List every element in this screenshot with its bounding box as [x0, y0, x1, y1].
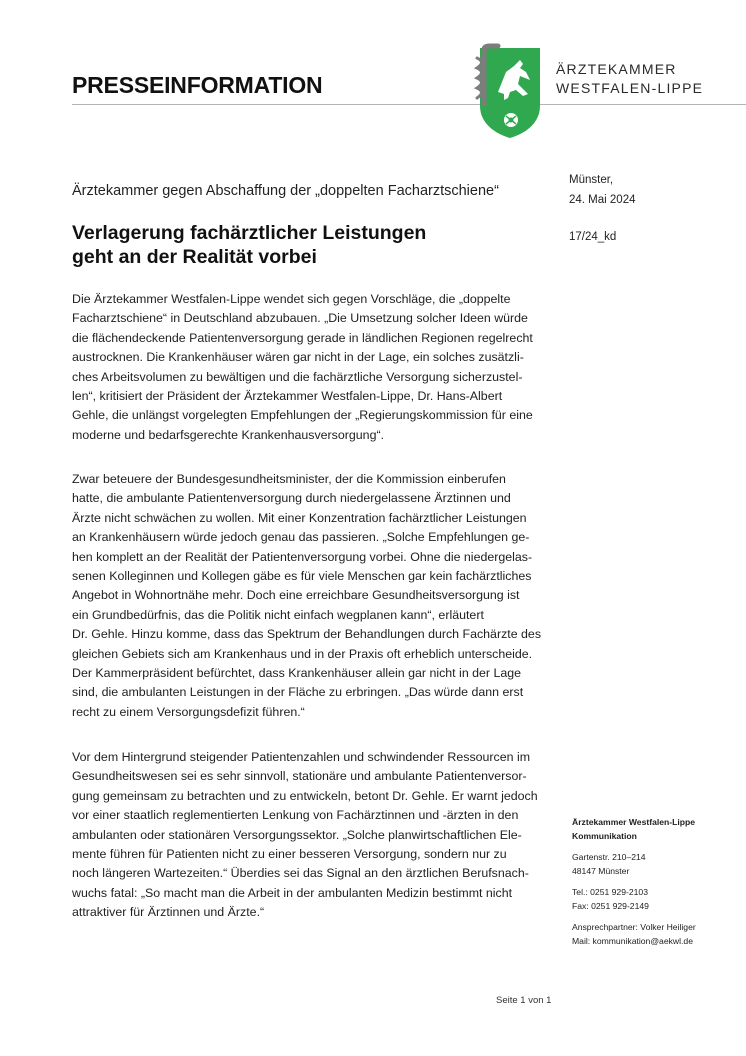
page-title: PRESSEINFORMATION	[72, 72, 323, 98]
contact-tel: Tel.: 0251 929-2103	[572, 887, 648, 897]
aekwl-shield-horse-logo-icon	[468, 42, 548, 140]
place-date	[569, 170, 636, 210]
text-line: Der Kammerpräsident befürchtet, dass Krankenhäuser allein gar nicht in der Lage	[72, 666, 522, 681]
contact-block	[572, 816, 696, 948]
article-subtitle: Ärztekammer gegen Abschaffung der „doppelten Facharztschiene“	[72, 183, 499, 199]
text-line: Gesundheitswesen sei es sehr sinnvoll, stationäre und ambulante Patientenversor-	[72, 769, 527, 784]
contact-city: 48147 Münster	[572, 865, 630, 876]
organization-name	[556, 60, 703, 98]
text-line: die flächendeckende Patientenversorgung gerade in ländlichen Regionen regelrecht	[72, 330, 533, 345]
text-line: ches Arbeitsvolumen zu bewältigen und die fachärztliche Versorgung sicherzustel-	[72, 369, 523, 384]
reference-number: 17/24_kd	[569, 231, 617, 243]
contact-dept: Kommunikation	[572, 830, 637, 841]
text-line: austrocknen. Die Krankenhäuser wären gar nicht in der Lage, ein solches zusätzli-	[72, 350, 524, 365]
contact-mail: Mail: kommunikation@aekwl.de	[572, 935, 693, 946]
text-line: ambulanten oder stationären Versorgungssektor. „Solche planwirtschaftlichen Ele-	[72, 827, 522, 842]
header-divider	[72, 104, 746, 105]
text-line: mente führen für Patienten nicht zu einer besseren Versorgung, sondern nur zu	[72, 847, 507, 862]
text-line: len“, kritisiert der Präsident der Ärztekammer Westfalen-Lippe, Dr. Hans-Albert	[72, 389, 503, 404]
body-paragraph-3	[72, 748, 552, 923]
text-line: Ärzte nicht schwächen zu wollen. Mit einer Konzentration fachärztlicher Leistungen	[72, 510, 527, 525]
org-name-line1: ÄRZTEKAMMER	[556, 61, 677, 77]
text-line: Facharztschiene“ in Deutschland abzubauen. „Die Umsetzung solcher Ideen würde	[72, 311, 528, 326]
text-line: Gehle, die unlängst vorgelegten Empfehlungen der „Regierungskommission für eine	[72, 408, 533, 423]
text-line: Vor dem Hintergrund steigender Patientenzahlen und schwindender Ressourcen im	[72, 750, 531, 764]
place: Münster,	[569, 174, 614, 186]
contact-fax: Fax: 0251 929-2149	[572, 900, 649, 911]
text-line: moderne und bedarfsgerechte Krankenhausversorgung“.	[72, 427, 385, 442]
headline-line: geht an der Realität vorbei	[72, 246, 317, 268]
text-line: senen Kolleginnen und Kollegen gäbe es für viele Menschen gar kein fachärztliches	[72, 569, 532, 584]
article-headline	[72, 221, 426, 269]
page-number: Seite 1 von 1	[496, 995, 552, 1006]
text-line: Angebot in Wohnortnähe mehr. Doch eine erreichbare Gesundheitsversorgung ist	[72, 588, 520, 603]
text-line: gung gemeinsam zu betrachten und zu entwickeln, betont Dr. Gehle. Er warnt jedoch	[72, 788, 538, 803]
text-line: an Krankenhäusern würde jedoch genau das passieren. „Solche Empfehlungen ge-	[72, 530, 530, 545]
text-line: Dr. Gehle. Hinzu komme, dass das Spektrum der Behandlungen durch Fachärzte des	[72, 627, 542, 642]
text-line: ein Grundbedürfnis, das die Politik nicht einfach wegplanen kann“, erläutert	[72, 607, 484, 622]
body-paragraph-2	[72, 470, 552, 722]
text-line: Die Ärztekammer Westfalen-Lippe wendet sich gegen Vorschläge, die „doppelte	[72, 292, 511, 306]
text-line: wuchs fatal: „So macht man die Arbeit in der ambulanten Medizin bestimmt nicht	[72, 885, 513, 900]
contact-person: Ansprechpartner: Volker Heiliger	[572, 922, 696, 932]
text-line: sind, die ambulanten Leistungen in der Fläche zu erbringen. „Das würde dann erst	[72, 685, 524, 700]
text-line: gleichen Gebiets sich am Krankenhaus und in der Praxis oft erheblich unterscheide.	[72, 646, 533, 661]
text-line: vor einer staatlich reglementierten Lenkung von Fachärztinnen und -ärzten in den	[72, 808, 519, 823]
text-line: attraktiver für Ärztinnen und Ärzte.“	[72, 905, 265, 920]
headline-line: Verlagerung fachärztlicher Leistungen	[72, 222, 427, 244]
text-line: hatte, die ambulante Patientenversorgung durch niedergelassene Ärztinnen und	[72, 491, 511, 506]
contact-street: Gartenstr. 210–214	[572, 852, 646, 862]
text-line: hen komplett an der Realität der Patientenversorgung vorbei. Ohne die niedergelas-	[72, 549, 533, 564]
contact-org: Ärztekammer Westfalen-Lippe	[572, 817, 696, 827]
text-line: Zwar beteuere der Bundesgesundheitsminister, der die Kommission einberufen	[72, 472, 506, 486]
date: 24. Mai 2024	[569, 194, 636, 206]
body-paragraph-1	[72, 290, 552, 445]
text-line: recht zu einem Versorgungsdefizit führen.“	[72, 704, 305, 719]
text-line: noch längeren Wartezeiten.“ Überdies sei das Signal an den ärztlichen Berufsnach-	[72, 866, 529, 881]
org-name-line2: WESTFALEN-LIPPE	[556, 80, 704, 96]
